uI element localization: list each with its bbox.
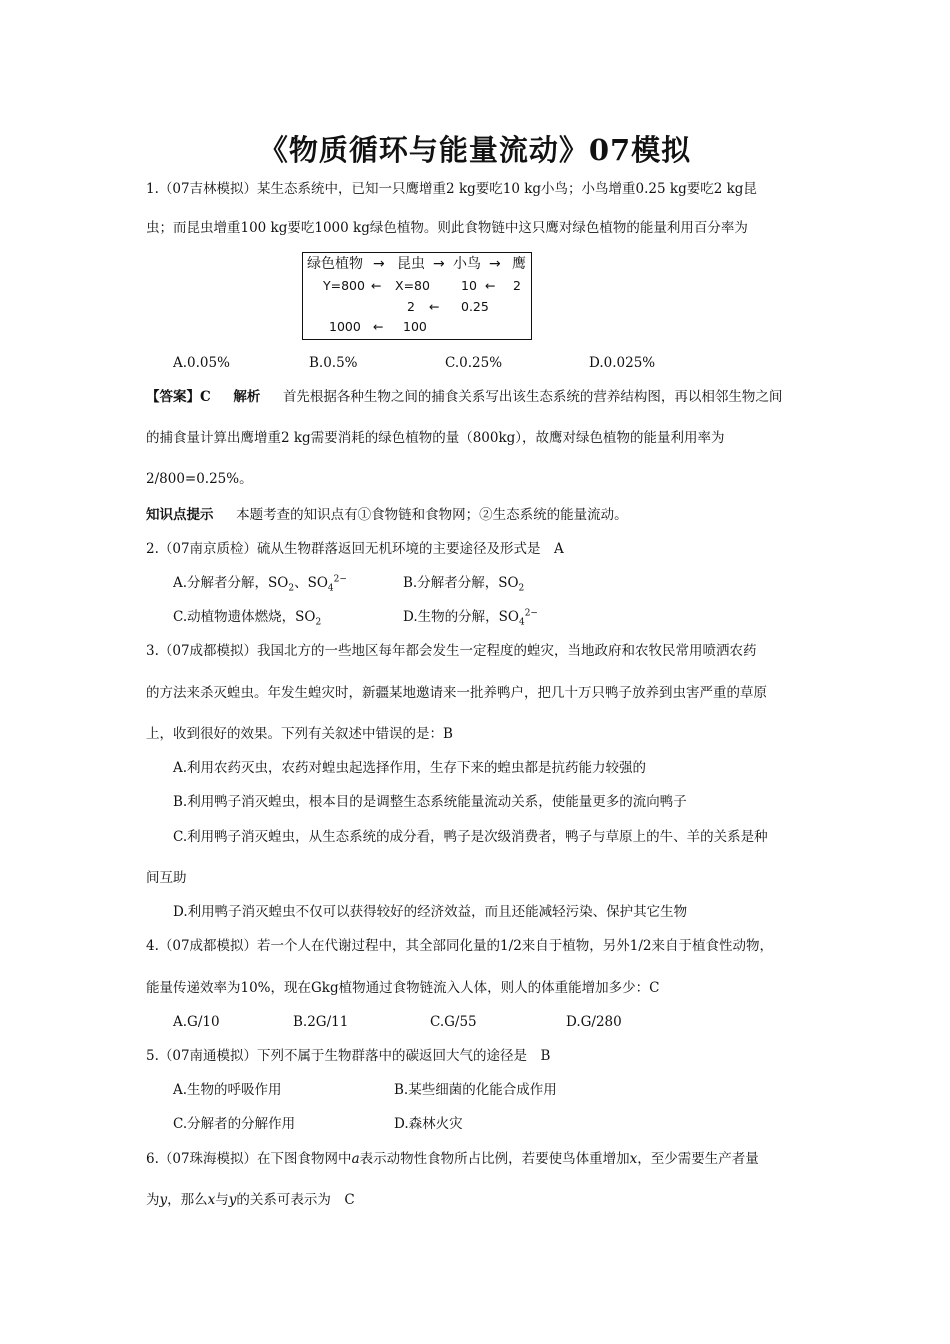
q4-stem-line1: 4.（07成都模拟）若一个人在代谢过程中，其全部同化量的1/2来自于植物，另外1/2来自于植食性动物， bbox=[146, 938, 774, 954]
arrow-left-1: ← bbox=[371, 278, 382, 293]
q3-stem-line3: 上，收到很好的效果。下列有关叙述中错误的是：B bbox=[146, 726, 453, 742]
answer-label: 【答案】C bbox=[146, 389, 211, 405]
chain-arrow-2: → bbox=[433, 256, 445, 272]
q1-option-d: D.0.025% bbox=[589, 355, 656, 371]
q1-answer-line1 bbox=[146, 388, 782, 406]
q2-option-a: A.分解者分解，$SO_2$、$SO_4^{2-}$ bbox=[173, 574, 347, 594]
q1-analysis-line2: 的捕食量计算出鹰增重2 kg需要消耗的绿色植物的量（800kg），故鹰对绿色植物的能量利用率为 bbox=[146, 430, 725, 446]
q4-option-c: C.G/55 bbox=[430, 1014, 477, 1030]
value-100: 100 bbox=[403, 319, 427, 334]
food-chain-diagram bbox=[302, 252, 532, 340]
value-2-eagle: 2 bbox=[513, 278, 521, 293]
q5-stem: 5.（07南通模拟）下列不属于生物群落中的碳返回大气的途径是 B bbox=[146, 1048, 551, 1064]
knowledge-point-label: 知识点提示 bbox=[146, 507, 214, 523]
value-0-25: 0.25 bbox=[461, 299, 489, 314]
q2-option-d: D.生物的分解，$SO_4^{2-}$ bbox=[403, 608, 538, 628]
document-title: 《物质循环与能量流动》07模拟 bbox=[258, 133, 692, 167]
value-y800: Y=800 bbox=[323, 278, 365, 293]
value-2-insect: 2 bbox=[407, 299, 415, 314]
q2-stem: 2.（07南京质检）硫从生物群落返回无机环境的主要途径及形式是 A bbox=[146, 541, 564, 557]
q3-option-c-line2: 间互助 bbox=[146, 870, 187, 886]
q3-stem-line1: 3.（07成都模拟）我国北方的一些地区每年都会发生一定程度的蝗灾，当地政府和农牧民常用喷洒农药 bbox=[146, 643, 757, 659]
q1-analysis-line3: 2/800=0.25%。 bbox=[146, 471, 253, 487]
q1-stem-line2: 虫；而昆虫增重100 kg要吃1000 kg绿色植物。则此食物链中这只鹰对绿色植物的能量利用百分率为 bbox=[146, 220, 748, 236]
chain-insect: 昆虫 bbox=[397, 256, 425, 272]
q1-option-a: A.0.05% bbox=[173, 355, 230, 371]
q1-option-b: B.0.5% bbox=[309, 355, 358, 371]
var-y-2: y bbox=[228, 1192, 237, 1208]
q3-option-b: B.利用鸭子消灭蝗虫，根本目的是调整生态系统能量流动关系，使能量更多的流向鸭子 bbox=[173, 794, 687, 810]
q4-option-a: A.G/10 bbox=[173, 1014, 220, 1030]
q2-option-c: C.动植物遗体燃烧，$SO_2$ bbox=[173, 609, 322, 628]
q5-option-d: D.森林火灾 bbox=[394, 1116, 463, 1132]
q3-option-a: A.利用农药灭虫，农药对蝗虫起选择作用，生存下来的蝗虫都是抗药能力较强的 bbox=[173, 760, 647, 776]
q6-stem-line1: 6.（07珠海模拟）在下图食物网中a表示动物性食物所占比例，若要使鸟体重增加x，至少需要生产者量 bbox=[146, 1151, 759, 1167]
q3-stem-line2: 的方法来杀灭蝗虫。年发生蝗灾时，新疆某地邀请来一批养鸭户，把几十万只鸭子放养到虫害严重的草原 bbox=[146, 685, 767, 701]
q5-option-a: A.生物的呼吸作用 bbox=[173, 1082, 282, 1098]
arrow-left-4: ← bbox=[373, 319, 384, 334]
q3-option-d: D.利用鸭子消灭蝗虫不仅可以获得较好的经济效益，而且还能减轻污染、保护其它生物 bbox=[173, 904, 688, 920]
q4-option-b: B.2G/11 bbox=[293, 1014, 349, 1030]
knowledge-point-text: 本题考查的知识点有①食物链和食物网；②生态系统的能量流动。 bbox=[236, 507, 628, 523]
chain-bird: 小鸟 bbox=[453, 256, 481, 272]
value-1000: 1000 bbox=[329, 319, 361, 334]
var-a: a bbox=[351, 1151, 360, 1167]
q5-option-c: C.分解者的分解作用 bbox=[173, 1116, 296, 1132]
var-x-2: x bbox=[207, 1192, 216, 1208]
q1-knowledge-point bbox=[146, 506, 628, 524]
var-x: x bbox=[629, 1151, 638, 1167]
q4-stem-line2: 能量传递效率为10%，现在Gkg植物通过食物链流入人体，则人的体重能增加多少：C bbox=[146, 980, 660, 996]
analysis-label: 解析 bbox=[233, 389, 261, 405]
q4-option-d: D.G/280 bbox=[566, 1014, 622, 1030]
q6-stem-line2: 为y，那么x与y的关系可表示为 C bbox=[146, 1192, 355, 1208]
chain-green-plant: 绿色植物 bbox=[307, 256, 363, 272]
q5-option-b: B.某些细菌的化能合成作用 bbox=[394, 1082, 557, 1098]
chain-arrow-3: → bbox=[489, 256, 501, 272]
var-y: y bbox=[159, 1192, 168, 1208]
q2-option-b: B.分解者分解，$SO_2$ bbox=[403, 575, 525, 594]
q1-stem-line1: 1.（07吉林模拟）某生态系统中，已知一只鹰增重2 kg要吃10 kg小鸟；小鸟增重0.25 kg要吃2 kg昆 bbox=[146, 181, 757, 197]
arrow-left-2: ← bbox=[485, 278, 496, 293]
analysis-text-1: 首先根据各种生物之间的捕食关系写出该生态系统的营养结构图，再以相邻生物之间 bbox=[282, 389, 783, 405]
chain-arrow-1: → bbox=[373, 256, 385, 272]
chain-eagle: 鹰 bbox=[512, 256, 526, 272]
value-x80: X=80 bbox=[395, 278, 430, 293]
q3-option-c-line1: C.利用鸭子消灭蝗虫，从生态系统的成分看，鸭子是次级消费者，鸭子与草原上的牛、羊的关系是种 bbox=[173, 829, 768, 845]
value-10: 10 bbox=[461, 278, 477, 293]
arrow-left-3: ← bbox=[429, 299, 440, 314]
q1-option-c: C.0.25% bbox=[445, 355, 503, 371]
